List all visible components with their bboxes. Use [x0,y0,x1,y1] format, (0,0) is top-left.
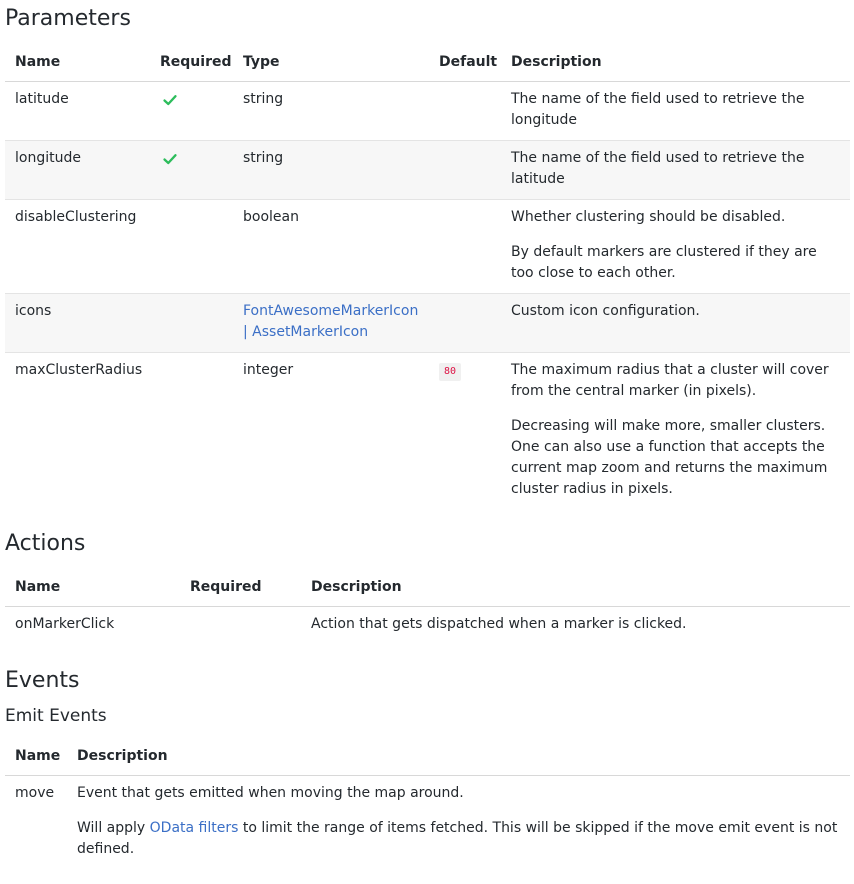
param-description [501,82,850,141]
table-row [5,607,850,645]
description-text: Decreasing will make more, smaller clusters. One can also use a function that accepts the current map zoom and returns the maximum cluster radius in pixels. [511,418,828,497]
default-value-code: 80 [439,363,461,381]
param-type [233,294,429,353]
param-name: icons [5,294,150,353]
action-description: Action that gets dispatched when a marker is clicked. [311,616,687,632]
col-header-required: Required [180,568,301,607]
param-description [501,141,850,200]
col-header-name: Name [5,43,150,82]
table-row [5,353,850,510]
check-icon [162,151,178,167]
description-text: Custom icon configuration. [511,303,700,319]
param-name: disableClustering [5,200,150,294]
description-note [77,818,840,860]
parameters-table [5,43,850,509]
event-description [67,776,850,870]
param-type: string [233,141,429,200]
odata-filters-link[interactable]: OData filters [149,820,239,836]
asset-marker-icon-link[interactable]: | AssetMarkerIcon [243,324,369,340]
col-header-description: Description [67,737,850,776]
param-type: string [233,82,429,141]
col-header-name: Name [5,737,67,776]
description-text: The maximum radius that a cluster will cover from the central marker (in pixels). [511,362,829,399]
events-heading: Events [5,668,80,693]
note-text-after: to limit the range of items fetched. This will be skipped if the move emit event is not defined. [77,820,838,857]
events-header-row [5,737,850,776]
description-text: The name of the field used to retrieve the longitude [511,91,805,128]
description-text: Event that gets emitted when moving the map around. [77,785,464,801]
param-required [150,294,233,353]
col-header-type: Type [233,43,429,82]
param-default [429,353,501,510]
table-row [5,200,850,294]
table-row [5,776,850,870]
event-name: move [15,785,55,801]
description-text: Whether clustering should be disabled. [511,209,786,225]
param-description [501,353,850,510]
param-type: boolean [233,200,429,294]
parameters-header-row [5,43,850,82]
param-required [150,200,233,294]
param-description [501,200,850,294]
param-default [429,294,501,353]
param-name: maxClusterRadius [15,362,143,378]
col-header-required: Required [150,43,233,82]
param-name: latitude [5,82,150,141]
param-required [150,353,233,510]
actions-header-row [5,568,850,607]
table-row [5,294,850,353]
param-default [429,200,501,294]
note-text-before: Will apply [77,820,150,836]
param-default [429,141,501,200]
action-name: onMarkerClick [15,616,115,632]
description-text: The name of the field used to retrieve the latitude [511,150,805,187]
parameters-heading: Parameters [5,6,131,31]
param-type: integer [243,362,294,378]
actions-table [5,568,850,644]
emit-events-heading: Emit Events [5,706,107,726]
col-header-default: Default [429,43,501,82]
param-default [429,82,501,141]
param-description [501,294,850,353]
table-row [5,141,850,200]
col-header-name: Name [5,568,180,607]
param-name: longitude [5,141,150,200]
table-row [5,82,850,141]
fontawesome-marker-icon-link[interactable]: FontAwesomeMarkerIcon [243,303,419,319]
check-icon [162,92,178,108]
events-table [5,737,850,869]
col-header-description: Description [301,568,850,607]
description-text: By default markers are clustered if they are too close to each other. [511,244,817,281]
param-required [150,82,233,141]
action-required [180,607,301,645]
col-header-description: Description [501,43,850,82]
actions-heading: Actions [5,531,86,556]
param-required [150,141,233,200]
